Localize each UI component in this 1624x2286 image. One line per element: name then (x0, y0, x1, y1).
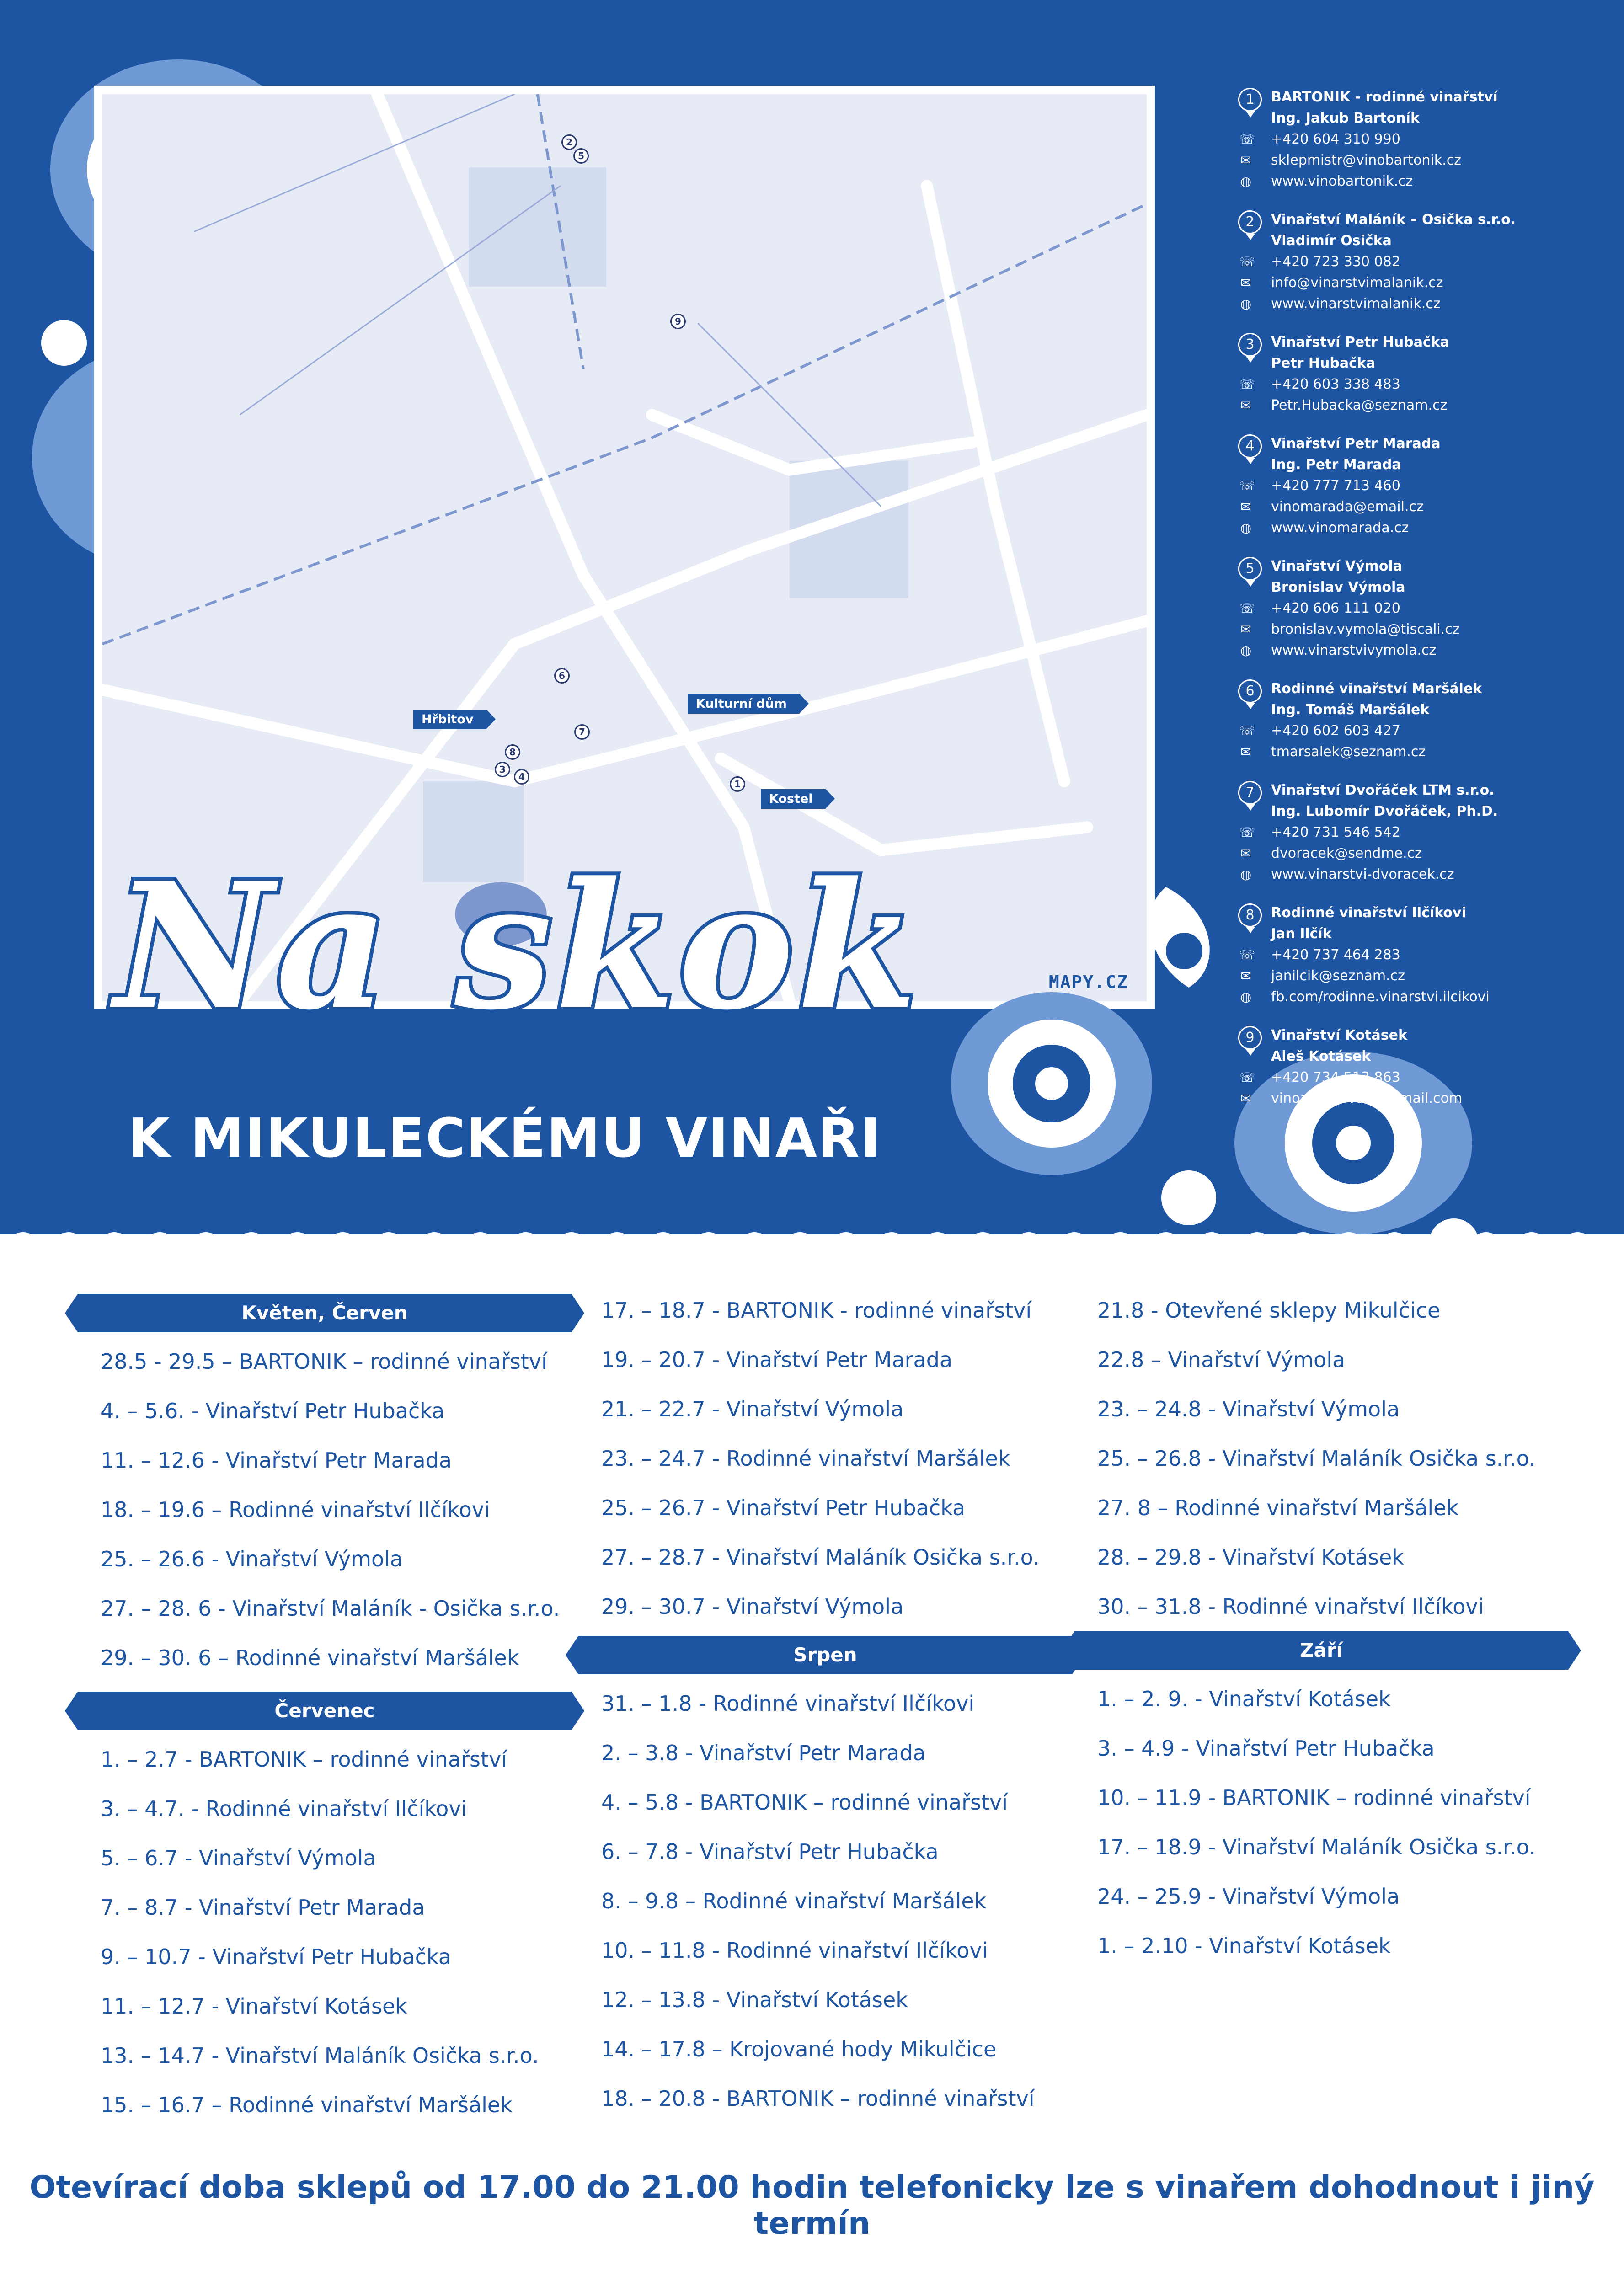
winery-name: Vinařství Petr Marada (1271, 436, 1441, 452)
winery-email[interactable]: ✉ bronislav.vymola@tiscali.cz (1271, 619, 1609, 640)
winery-email[interactable]: ✉ vinoaubytovani@gmail.com (1271, 1088, 1609, 1109)
winery-email[interactable]: ✉ dvoracek@sendme.cz (1271, 843, 1609, 864)
schedule-event: 28. – 29.8 - Vinařství Kotásek (1097, 1545, 1404, 1570)
schedule-event: 27. – 28. 6 - Vinařství Maláník - Osička s.r.o. (101, 1596, 560, 1621)
location-pin-icon: 4 (1238, 434, 1262, 458)
schedule-event: 10. – 11.8 - Rodinné vinařství Ilčíkovi (601, 1938, 988, 1963)
winery-phone[interactable]: ☏ +420 602 603 427 (1239, 723, 1400, 739)
winery-web[interactable]: ◍ www.vinarstvivymola.cz (1271, 640, 1609, 661)
schedule-event: 21.8 - Otevřené sklepy Mikulčice (1097, 1298, 1441, 1323)
event-list (1074, 1286, 1568, 1631)
schedule-event: 17. – 18.7 - BARTONIK - rodinné vinařství (601, 1298, 1032, 1323)
schedule-event: 22.8 – Vinařství Výmola (1097, 1347, 1346, 1372)
location-pin-icon: 5 (1238, 557, 1262, 581)
schedule-event: 23. – 24.8 - Vinařství Výmola (1097, 1397, 1400, 1421)
schedule-event: 31. – 1.8 - Rodinné vinařství Ilčíkovi (601, 1691, 975, 1716)
schedule-event: 23. – 24.7 - Rodinné vinařství Maršálek (601, 1446, 1010, 1471)
winery-name: BARTONIK - rodinné vinařství (1271, 89, 1498, 105)
winery-name: Vinařství Petr Hubačka (1271, 334, 1449, 350)
winery-6 (1234, 678, 1609, 763)
month-heading: Září (1074, 1631, 1568, 1670)
schedule-event: 29. – 30. 6 – Rodinné vinařství Maršálek (101, 1645, 519, 1670)
phone-icon: ☏ (1239, 601, 1255, 616)
location-pin-icon: 7 (1238, 781, 1262, 805)
poster-title: Na skok (114, 844, 920, 1048)
month-heading: Květen, Červen (78, 1294, 572, 1332)
event-list (78, 1337, 572, 1682)
winery-web[interactable]: ◍ www.vinarstvimalanik.cz (1271, 294, 1609, 315)
winery-5 (1234, 556, 1609, 661)
winery-9 (1234, 1025, 1609, 1109)
winery-owner: Petr Hubačka (1271, 355, 1376, 371)
envelope-icon: ✉ (1240, 846, 1251, 861)
winery-web[interactable]: ◍ www.vinarstvi-dvoracek.cz (1271, 864, 1609, 885)
schedule-event: 1. – 2.7 - BARTONIK – rodinné vinařství (101, 1747, 507, 1772)
winery-owner: Aleš Kotásek (1271, 1048, 1371, 1064)
schedule-event: 18. – 19.6 – Rodinné vinařství Ilčíkovi (101, 1497, 490, 1522)
envelope-icon: ✉ (1240, 398, 1251, 413)
schedule-event: 8. – 9.8 – Rodinné vinařství Maršálek (601, 1889, 987, 1913)
winery-phone[interactable]: ☏ +420 604 310 990 (1239, 131, 1400, 147)
schedule-event: 13. – 14.7 - Vinařství Maláník Osička s.r.o. (101, 2043, 539, 2068)
winery-owner: Ing. Tomáš Maršálek (1271, 702, 1430, 718)
map-pin-1[interactable]: 1 (730, 776, 745, 792)
winery-phone[interactable]: ☏ +420 731 546 542 (1239, 824, 1400, 840)
winery-8 (1234, 903, 1609, 1008)
schedule-event: 27. 8 – Rodinné vinařství Maršálek (1097, 1496, 1459, 1520)
schedule-event: 24. – 25.9 - Vinařství Výmola (1097, 1884, 1400, 1909)
map-pin-4[interactable]: 4 (514, 769, 529, 785)
phone-icon: ☏ (1239, 825, 1255, 840)
phone-icon: ☏ (1239, 132, 1255, 147)
phone-icon: ☏ (1239, 947, 1255, 962)
winery-owner: Ing. Lubomír Dvořáček, Ph.D. (1271, 803, 1498, 819)
map-pin-2[interactable]: 2 (561, 134, 577, 150)
winery-7 (1234, 780, 1609, 885)
location-pin-icon: 3 (1238, 333, 1262, 357)
schedule-event: 18. – 20.8 - BARTONIK – rodinné vinařství (601, 2086, 1035, 2111)
schedule-event: 25. – 26.7 - Vinařství Petr Hubačka (601, 1496, 966, 1520)
schedule-event: 6. – 7.8 - Vinařství Petr Hubačka (601, 1839, 939, 1864)
phone-icon: ☏ (1239, 254, 1255, 269)
envelope-icon: ✉ (1240, 744, 1251, 759)
winery-4 (1234, 433, 1609, 539)
event-list (578, 1286, 1072, 1631)
winery-email[interactable]: ✉ tmarsalek@seznam.cz (1271, 742, 1609, 763)
schedule-event: 9. – 10.7 - Vinařství Petr Hubačka (101, 1944, 451, 1969)
winery-3 (1234, 332, 1609, 416)
schedule-event: 4. – 5.6. - Vinařství Petr Hubačka (101, 1399, 445, 1423)
winery-web[interactable]: ◍ www.vinobartonik.cz (1271, 171, 1609, 192)
event-list (578, 1679, 1072, 2123)
schedule-event: 1. – 2.10 - Vinařství Kotásek (1097, 1933, 1391, 1958)
winery-email[interactable]: ✉ info@vinarstvimalanik.cz (1271, 272, 1609, 294)
map-label-church: Kostel (761, 789, 826, 809)
winery-phone[interactable]: ☏ +420 606 111 020 (1239, 600, 1400, 616)
schedule-event: 3. – 4.9 - Vinařství Petr Hubačka (1097, 1736, 1435, 1761)
schedule-event: 2. – 3.8 - Vinařství Petr Marada (601, 1741, 926, 1765)
globe-icon: ◍ (1240, 174, 1252, 189)
phone-icon: ☏ (1239, 1070, 1255, 1085)
winery-1 (1234, 87, 1609, 192)
schedule-event: 30. – 31.8 - Rodinné vinařství Ilčíkovi (1097, 1594, 1484, 1619)
map-pin-6[interactable]: 6 (554, 668, 570, 684)
winery-email[interactable]: ✉ sklepmistr@vinobartonik.cz (1271, 150, 1609, 171)
phone-icon: ☏ (1239, 723, 1255, 738)
winery-owner: Vladimír Osička (1271, 233, 1392, 249)
map-pin-7[interactable]: 7 (574, 724, 590, 740)
schedule-event: 7. – 8.7 - Vinařství Petr Marada (101, 1895, 425, 1920)
map-pin-5[interactable]: 5 (573, 148, 589, 164)
schedule-event: 28.5 - 29.5 – BARTONIK – rodinné vinařství (101, 1349, 547, 1374)
winery-email[interactable]: ✉ vinomarada@email.cz (1271, 497, 1609, 518)
scallop-divider (0, 1189, 1624, 1298)
schedule-event: 3. – 4.7. - Rodinné vinařství Ilčíkovi (101, 1796, 467, 1821)
map-pin-3[interactable]: 3 (495, 762, 510, 777)
winery-contact-list (1234, 87, 1609, 1127)
map-label-cemetery: Hřbitov (413, 710, 486, 729)
schedule-event: 27. – 28.7 - Vinařství Maláník Osička s.r.o. (601, 1545, 1040, 1570)
winery-owner: Bronislav Výmola (1271, 579, 1405, 595)
location-pin-icon: 6 (1238, 679, 1262, 703)
location-pin-icon: 8 (1238, 903, 1262, 927)
winery-phone[interactable]: ☏ +420 603 338 483 (1239, 376, 1400, 392)
map-pin-9[interactable]: 9 (670, 314, 686, 329)
winery-web[interactable]: ◍ www.vinomarada.cz (1271, 518, 1609, 539)
schedule-event: 29. – 30.7 - Vinařství Výmola (601, 1594, 904, 1619)
schedule-event: 19. – 20.7 - Vinařství Petr Marada (601, 1347, 953, 1372)
month-heading: Srpen (578, 1636, 1072, 1674)
schedule-column-1 (78, 1294, 572, 2130)
schedule-event: 12. – 13.8 - Vinařství Kotásek (601, 1987, 908, 2012)
winery-name: Rodinné vinařství Ilčíkovi (1271, 905, 1466, 921)
winery-phone[interactable]: ☏ +420 723 330 082 (1239, 254, 1400, 270)
phone-icon: ☏ (1239, 377, 1255, 392)
schedule-event: 25. – 26.6 - Vinařství Výmola (101, 1547, 403, 1571)
phone-icon: ☏ (1239, 478, 1255, 493)
schedule-event: 15. – 16.7 – Rodinné vinařství Maršálek (101, 2093, 513, 2117)
globe-icon: ◍ (1240, 643, 1252, 658)
location-pin-icon: 1 (1238, 88, 1262, 112)
map-pin-8[interactable]: 8 (505, 744, 520, 760)
event-list (1074, 1674, 1568, 1971)
schedule-event: 1. – 2. 9. - Vinařství Kotásek (1097, 1687, 1391, 1711)
schedule-event: 10. – 11.9 - BARTONIK – rodinné vinařství (1097, 1785, 1531, 1810)
schedule-event: 11. – 12.7 - Vinařství Kotásek (101, 1994, 407, 2019)
envelope-icon: ✉ (1240, 1091, 1251, 1106)
winery-email[interactable]: ✉ janilcik@seznam.cz (1271, 966, 1609, 987)
winery-owner: Ing. Jakub Bartoník (1271, 110, 1420, 126)
envelope-icon: ✉ (1240, 622, 1251, 637)
schedule-event: 25. – 26.8 - Vinařství Maláník Osička s.r.o. (1097, 1446, 1536, 1471)
schedule-event: 14. – 17.8 – Krojované hody Mikulčice (601, 2037, 997, 2062)
winery-phone[interactable]: ☏ +420 737 464 283 (1239, 947, 1400, 963)
globe-icon: ◍ (1240, 520, 1252, 535)
winery-name: Vinařství Kotásek (1271, 1027, 1407, 1043)
schedule-column-3 (1074, 1286, 1568, 1971)
winery-owner: Ing. Petr Marada (1271, 457, 1401, 473)
winery-name: Rodinné vinařství Maršálek (1271, 681, 1482, 697)
winery-name: Vinařství Výmola (1271, 558, 1403, 574)
globe-icon: ◍ (1240, 989, 1252, 1004)
map-label-culture-house: Kulturní dům (688, 694, 800, 714)
schedule-column-2 (578, 1286, 1072, 2123)
month-heading: Červenec (78, 1692, 572, 1730)
envelope-icon: ✉ (1240, 153, 1251, 168)
poster-subtitle: K MIKULECKÉMU VINAŘI (128, 1106, 881, 1170)
schedule-event: 4. – 5.8 - BARTONIK – rodinné vinařství (601, 1790, 1008, 1815)
schedule-event: 11. – 12.6 - Vinařství Petr Marada (101, 1448, 452, 1473)
envelope-icon: ✉ (1240, 499, 1251, 514)
globe-icon: ◍ (1240, 867, 1252, 882)
winery-name: Vinařství Maláník – Osička s.r.o. (1271, 212, 1516, 228)
schedule-event: 17. – 18.9 - Vinařství Maláník Osička s.r.o. (1097, 1835, 1536, 1859)
winery-name: Vinařství Dvořáček LTM s.r.o. (1271, 782, 1495, 798)
winery-web[interactable]: ◍ fb.com/rodinne.vinarstvi.ilcikovi (1271, 987, 1609, 1008)
globe-icon: ◍ (1240, 296, 1252, 311)
opening-hours-note: Otevírací doba sklepů od 17.00 do 21.00 hodin telefonicky lze s vinařem dohodnout i jiný termín (29, 2169, 1595, 2242)
winery-phone[interactable]: ☏ +420 734 513 863 (1239, 1069, 1400, 1085)
winery-owner: Jan Ilčík (1271, 926, 1332, 942)
schedule-event: 21. – 22.7 - Vinařství Výmola (601, 1397, 904, 1421)
envelope-icon: ✉ (1240, 275, 1251, 290)
location-pin-icon: 2 (1238, 210, 1262, 234)
envelope-icon: ✉ (1240, 968, 1251, 983)
winery-email[interactable]: ✉ Petr.Hubacka@seznam.cz (1271, 395, 1609, 416)
schedule-event: 5. – 6.7 - Vinařství Výmola (101, 1846, 376, 1870)
winery-2 (1234, 209, 1609, 315)
map-attribution: MAPY.CZ (1048, 972, 1128, 992)
location-pin-icon: 9 (1238, 1026, 1262, 1050)
winery-phone[interactable]: ☏ +420 777 713 460 (1239, 478, 1400, 494)
event-list (78, 1735, 572, 2130)
